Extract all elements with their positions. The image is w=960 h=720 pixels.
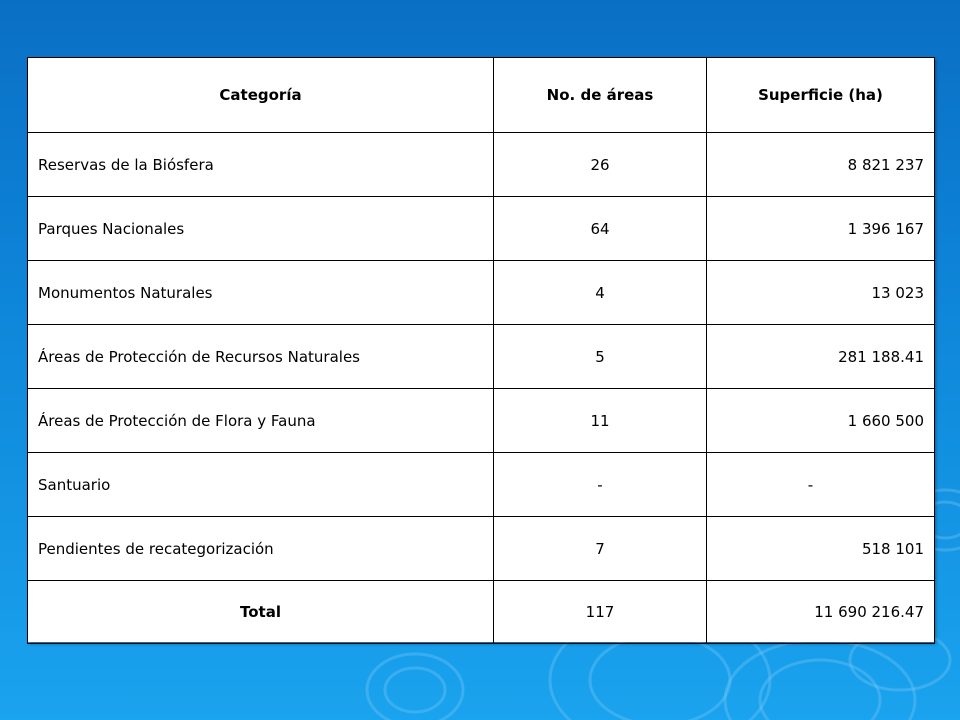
cell-superficie: 1 660 500 [707,389,935,453]
cell-areas: 64 [494,197,707,261]
cell-areas: 26 [494,133,707,197]
table-row [28,133,935,197]
cell-areas: 7 [494,517,707,581]
cell-categoria: Parques Nacionales [28,197,494,261]
cell-areas: 11 [494,389,707,453]
table-header-row [28,58,935,133]
table-row [28,261,935,325]
total-label: Total [28,581,494,644]
cell-areas: 4 [494,261,707,325]
table-row [28,197,935,261]
cell-categoria: Áreas de Protección de Recursos Naturales [28,325,494,389]
cell-categoria: Reservas de la Biósfera [28,133,494,197]
cell-categoria: Áreas de Protección de Flora y Fauna [28,389,494,453]
cell-superficie: 8 821 237 [707,133,935,197]
table-row [28,453,935,517]
cell-areas: 5 [494,325,707,389]
cell-categoria: Monumentos Naturales [28,261,494,325]
header-superficie: Superficie (ha) [707,58,935,133]
cell-superficie: 518 101 [707,517,935,581]
table-row [28,517,935,581]
areas-table-container [27,57,934,642]
header-categoria: Categoría [28,58,494,133]
table-row [28,389,935,453]
table-row [28,325,935,389]
cell-categoria: Pendientes de recategorización [28,517,494,581]
cell-superficie: - [707,453,935,517]
cell-categoria: Santuario [28,453,494,517]
header-no-areas: No. de áreas [494,58,707,133]
total-areas: 117 [494,581,707,644]
protected-areas-table [27,57,935,644]
total-superficie: 11 690 216.47 [707,581,935,644]
cell-superficie: 13 023 [707,261,935,325]
cell-areas: - [494,453,707,517]
cell-superficie: 281 188.41 [707,325,935,389]
table-total-row [28,581,935,644]
cell-superficie: 1 396 167 [707,197,935,261]
